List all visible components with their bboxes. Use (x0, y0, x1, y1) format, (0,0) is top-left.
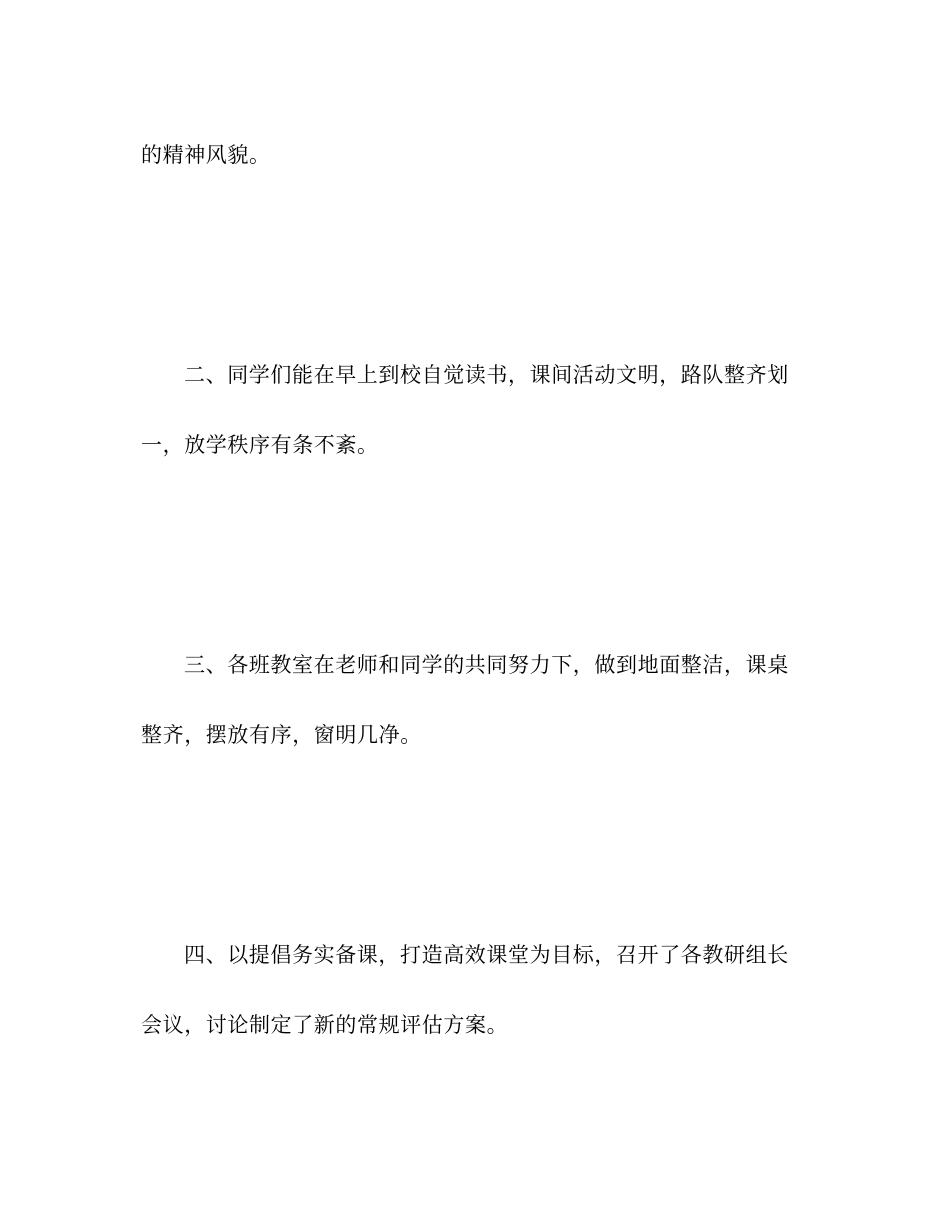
paragraph-4-line-2: 会议，讨论制定了新的常规评估方案。 (141, 1013, 509, 1037)
paragraph-3-line-1: 三、各班教室在老师和同学的共同努力下，做到地面整洁，课桌 (184, 653, 789, 677)
paragraph-2-line-1: 二、同学们能在早上到校自觉读书，课间活动文明，路队整齐划 (184, 363, 789, 387)
paragraph-2-line-2: 一，放学秩序有条不紊。 (141, 433, 379, 457)
paragraph-3-line-2: 整齐，摆放有序，窗明几净。 (141, 723, 422, 747)
paragraph-4-line-1: 四、以提倡务实备课，打造高效课堂为目标，召开了各教研组长 (184, 943, 789, 967)
paragraph-1-line-2: 的精神风貌。 (141, 143, 271, 167)
